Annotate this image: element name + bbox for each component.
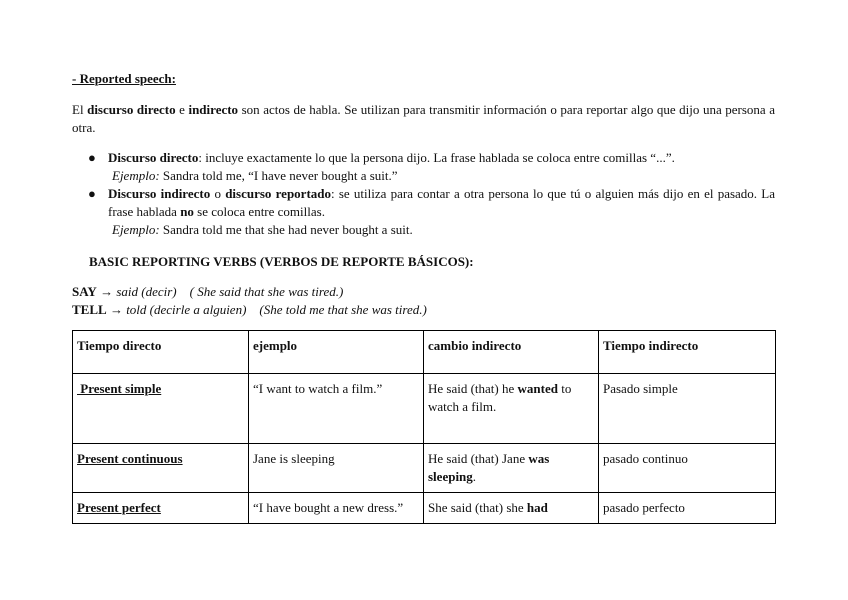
term-label: Discurso directo: [108, 150, 199, 165]
bold-word: no: [180, 204, 194, 219]
bullet-icon: ●: [88, 186, 96, 201]
example-cell: “I have bought a new dress.”: [249, 493, 424, 524]
intro-paragraph: [72, 101, 775, 137]
arrow-icon: →: [96, 284, 117, 299]
definition-text: : se utiliza para contar a otra persona lo que tú o alguien más dijo en el pasado. La frase hablada: [108, 186, 775, 219]
verbs-heading: BASIC REPORTING VERBS (VERBOS DE REPORTE BÁSICOS):: [89, 254, 474, 269]
example-cell: “I want to watch a film.”: [249, 374, 424, 444]
change-cell: [424, 374, 599, 444]
section-heading: - Reported speech:: [72, 71, 176, 86]
example-text: Sandra told me that she had never bought a suit.: [159, 222, 413, 237]
changed-verb: had: [526, 500, 548, 515]
definition-list: [72, 149, 775, 239]
example-label: Ejemplo:: [112, 222, 160, 237]
verb-example: ( She said that she was tired.): [176, 284, 344, 299]
table-header-row: [73, 331, 776, 374]
indirect-tense-cell: Pasado simple: [599, 374, 776, 444]
tense-cell: [73, 444, 249, 493]
verb-line-say: [72, 283, 775, 301]
change-text: to watch a film.: [428, 381, 572, 414]
column-header: ejemplo: [249, 331, 424, 374]
change-cell: [424, 493, 599, 524]
list-item-discurso-directo: [88, 149, 775, 185]
change-text: He said (that) he: [428, 381, 518, 396]
tense-name: Present perfect: [77, 500, 161, 515]
indirect-tense-cell: pasado perfecto: [599, 493, 776, 524]
intro-text: son actos de habla. Se utilizan para transmitir información o para reportar algo que dijo una persona a otra.: [72, 102, 775, 135]
indirect-tense-cell: pasado continuo: [599, 444, 776, 493]
table-row: [73, 374, 776, 444]
verb-label: SAY: [72, 284, 97, 299]
intro-term-indirecto: indirecto: [188, 102, 239, 117]
definition-text: se coloca entre comillas.: [193, 204, 325, 219]
tense-name: Present continuous: [77, 451, 183, 466]
verb-line-tell: [72, 301, 775, 319]
bullet-icon: ●: [88, 150, 96, 165]
column-header: Tiempo directo: [73, 331, 249, 374]
list-item-discurso-indirecto: [88, 185, 775, 239]
tense-cell: [73, 493, 249, 524]
change-text: He said (that) Jane: [428, 451, 529, 466]
connector-text: o: [210, 186, 226, 201]
verb-label: TELL: [72, 302, 107, 317]
column-header: Tiempo indirecto: [599, 331, 776, 374]
example-text: Sandra told me, “I have never bought a suit.”: [159, 168, 398, 183]
tense-cell: [73, 374, 249, 444]
tenses-table: [72, 330, 776, 524]
change-cell: [424, 444, 599, 493]
table-row: [73, 493, 776, 524]
intro-text: El: [72, 102, 88, 117]
arrow-icon: →: [106, 302, 127, 317]
example-label: Ejemplo:: [112, 168, 160, 183]
verb-example: (She told me that she was tired.): [246, 302, 427, 317]
term-label: Discurso indirecto: [108, 186, 211, 201]
example-line: [108, 222, 413, 237]
verb-meaning: told (decirle a alguien): [126, 302, 247, 317]
intro-text: e: [175, 102, 189, 117]
document-page: [72, 70, 775, 524]
column-header: cambio indirecto: [424, 331, 599, 374]
intro-term-directo: discurso directo: [87, 102, 176, 117]
changed-verb: wanted: [517, 381, 558, 396]
change-text: She said (that) she: [428, 500, 527, 515]
definition-text: : incluye exactamente lo que la persona dijo. La frase hablada se coloca entre comillas “...”.: [198, 150, 675, 165]
example-cell: Jane is sleeping: [249, 444, 424, 493]
example-line: [108, 168, 398, 183]
verb-meaning: said (decir): [116, 284, 177, 299]
table-row: [73, 444, 776, 493]
tense-name: Present simple: [77, 381, 162, 396]
change-text: .: [472, 469, 477, 484]
changed-verb: was sleeping: [428, 451, 550, 484]
term-label: discurso reportado: [225, 186, 332, 201]
